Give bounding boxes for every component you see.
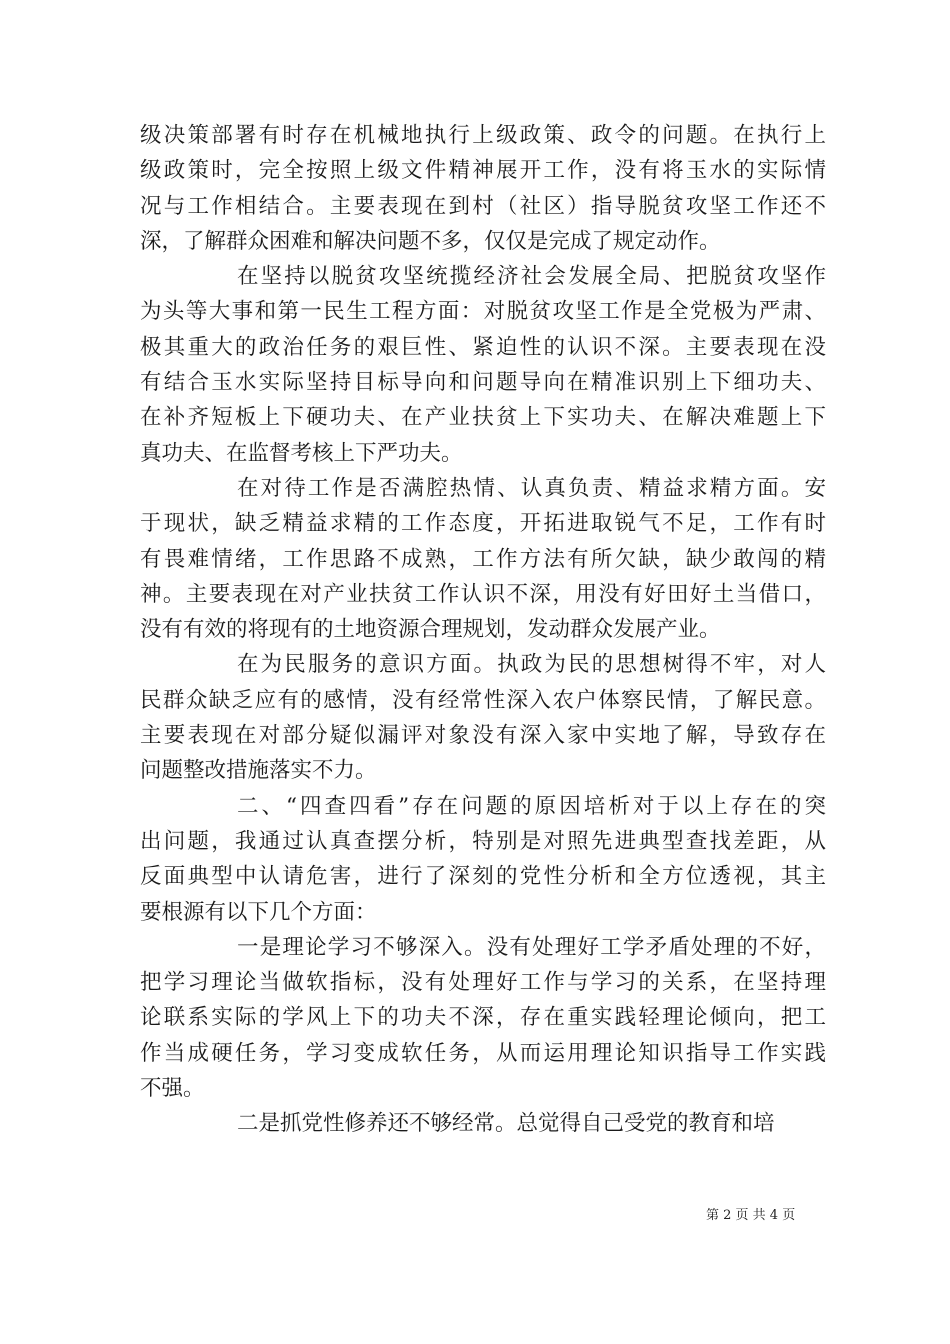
document-body <box>140 118 826 1142</box>
text-line: 问题整改措施落实不力。 <box>140 758 377 784</box>
text-line: 主要表现在对部分疑似漏评对象没有深入家中实地了解，导致存在 <box>140 723 826 749</box>
text-line: 在为民服务的意识方面。执政为民的思想树得不牢，对人 <box>237 652 826 678</box>
text-line: 要根源有以下几个方面： <box>140 899 377 925</box>
text-line: 有结合玉水实际坚持目标导向和问题导向在精准识别上下细功夫、 <box>140 370 826 396</box>
text-line: 级决策部署有时存在机械地执行上级政策、政令的问题。在执行上 <box>140 123 826 148</box>
text-line: 为头等大事和第一民生工程方面：对脱贫攻坚工作是全党极为严肃、 <box>140 299 826 325</box>
text-line: 作当成硬任务，学习变成软任务，从而运用理论知识指导工作实践 <box>140 1040 826 1066</box>
text-line: 在坚持以脱贫攻坚统揽经济社会发展全局、把脱贫攻坚作 <box>237 264 826 290</box>
text-line: 极其重大的政治任务的艰巨性、紧迫性的认识不深。主要表现在没 <box>140 334 826 360</box>
text-line: 不强。 <box>140 1076 205 1102</box>
text-line: 没有有效的将现有的土地资源合理规划，发动群众发展产业。 <box>140 617 721 643</box>
text-line: 出问题，我通过认真查摆分析，特别是对照先进典型查找差距，从 <box>140 828 826 854</box>
text-line: 在对待工作是否满腔热情、认真负责、精益求精方面。安 <box>237 475 826 501</box>
text-line: 二、“四查四看”存在问题的原因培析对于以上存在的突 <box>237 793 826 819</box>
text-line: 二是抓党性修养还不够经常。总觉得自己受党的教育和培 <box>237 1111 775 1137</box>
text-line: 在补齐短板上下硬功夫、在产业扶贫上下实功夫、在解决难题上下 <box>140 405 826 431</box>
text-line: 况与工作相结合。主要表现在到村（社区）指导脱贫攻坚工作还不 <box>140 193 826 219</box>
text-line: 级政策时，完全按照上级文件精神展开工作，没有将玉水的实际情 <box>140 158 826 184</box>
text-line: 论联系实际的学风上下的功夫不深，存在重实践轻理论倾向，把工 <box>140 1005 826 1031</box>
text-line: 反面典型中认请危害，进行了深刻的党性分析和全方位透视，其主 <box>140 864 826 890</box>
text-line: 深，了解群众困难和解决问题不多，仅仅是完成了规定动作。 <box>140 228 721 254</box>
text-line: 民群众缺乏应有的感情，没有经常性深入农户体察民情，了解民意。 <box>140 687 826 713</box>
text-line: 真功夫、在监督考核上下严功夫。 <box>140 440 463 466</box>
text-line: 有畏难情绪，工作思路不成熟，工作方法有所欠缺，缺少敢闯的精 <box>140 546 826 572</box>
text-line: 把学习理论当做软指标，没有处理好工作与学习的关系，在坚持理 <box>140 970 826 996</box>
text-line: 一是理论学习不够深入。没有处理好工学矛盾处理的不好， <box>237 934 826 960</box>
page-number-footer: 第 2 页 共 4 页 <box>706 1208 796 1223</box>
text-line: 神。主要表现在对产业扶贫工作认识不深，用没有好田好土当借口， <box>140 581 826 607</box>
text-line: 于现状，缺乏精益求精的工作态度，开拓进取锐气不足，工作有时 <box>140 511 826 537</box>
